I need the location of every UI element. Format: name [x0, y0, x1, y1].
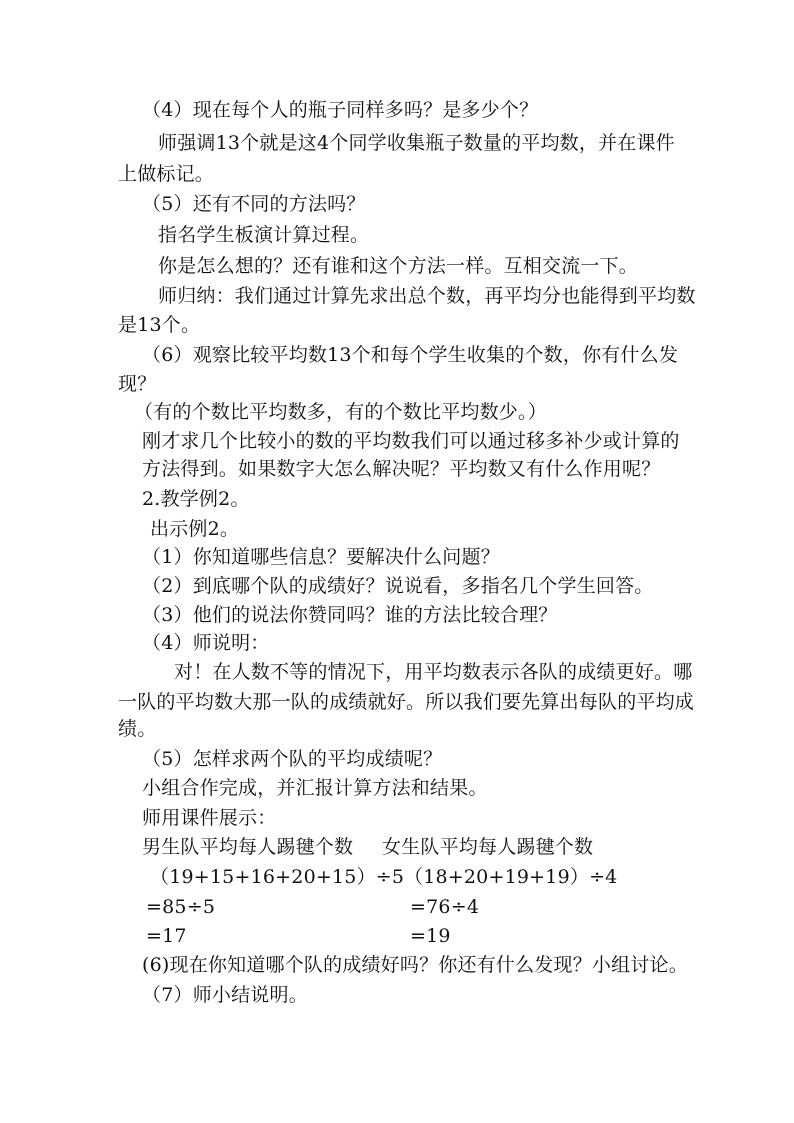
text-line-2: 师强调13个就是这4个同学收集瓶子数量的平均数，并在课件 [158, 132, 675, 154]
girls-team-heading: 女生队平均每人踢毽个数 [382, 836, 594, 858]
boys-team-heading: 男生队平均每人踢毽个数 [142, 836, 354, 858]
text-line-17: （2）到底哪个队的成绩好？说说看，多指名几个学生回答。 [142, 575, 654, 597]
boys-step-1: =85÷5 [146, 896, 216, 918]
text-line-8: 是13个。 [118, 314, 201, 336]
text-line-1: （4）现在每个人的瓶子同样多吗？是多少个？ [142, 99, 539, 121]
girls-formula: （18+20+19+19）÷4 [404, 866, 618, 888]
text-line-10: 现？ [118, 373, 157, 395]
text-line-5: 指名学生板演计算过程。 [158, 224, 370, 246]
text-line-24: 小组合作完成，并汇报计算方法和结果。 [142, 777, 488, 799]
text-line-6: 你是怎么想的？还有谁和这个方法一样。互相交流一下。 [158, 255, 639, 277]
text-line-19: （4）师说明： [142, 632, 270, 654]
text-line-23: （5）怎样求两个队的平均成绩呢？ [142, 748, 443, 770]
text-line-12: 刚才求几个比较小的数的平均数我们可以通过移多补少或计算的 [142, 430, 680, 452]
text-line-9: （6）观察比较平均数13个和每个学生收集的个数，你有什么发 [142, 344, 679, 366]
text-line-11: （有的个数比平均数多，有的个数比平均数少。） [134, 401, 547, 423]
boys-formula: （19+15+16+20+15）÷5 [150, 866, 405, 888]
text-line-13: 方法得到。如果数字大怎么解决呢？平均数又有什么作用呢？ [142, 458, 661, 480]
text-line-3: 上做标记。 [118, 163, 215, 185]
text-line-7: 师归纳：我们通过计算先求出总个数，再平均分也能得到平均数 [158, 285, 696, 307]
text-line-21: 一队的平均数大那一队的成绩就好。所以我们要先算出每队的平均成 [118, 691, 695, 713]
text-line-18: （3）他们的说法你赞同吗？谁的方法比较合理？ [142, 604, 558, 626]
boys-result: =17 [146, 925, 187, 947]
text-line-25: 师用课件展示： [142, 807, 277, 829]
text-line-34: (6)现在你知道哪个队的成绩好吗？你还有什么发现？小组讨论。 [142, 954, 688, 976]
girls-result: =19 [410, 925, 451, 947]
text-line-20: 对！在人数不等的情况下，用平均数表示各队的成绩更好。哪 [174, 661, 693, 683]
text-line-14: 2.教学例2。 [142, 488, 250, 510]
text-line-15: 出示例2。 [150, 518, 240, 540]
text-line-35: （7）师小结说明。 [142, 984, 308, 1006]
girls-step-1: =76÷4 [410, 896, 480, 918]
text-line-16: （1）你知道哪些信息？要解决什么问题？ [142, 546, 500, 568]
text-line-4: （5）还有不同的方法吗？ [142, 193, 366, 215]
text-line-22: 绩。 [118, 718, 157, 740]
